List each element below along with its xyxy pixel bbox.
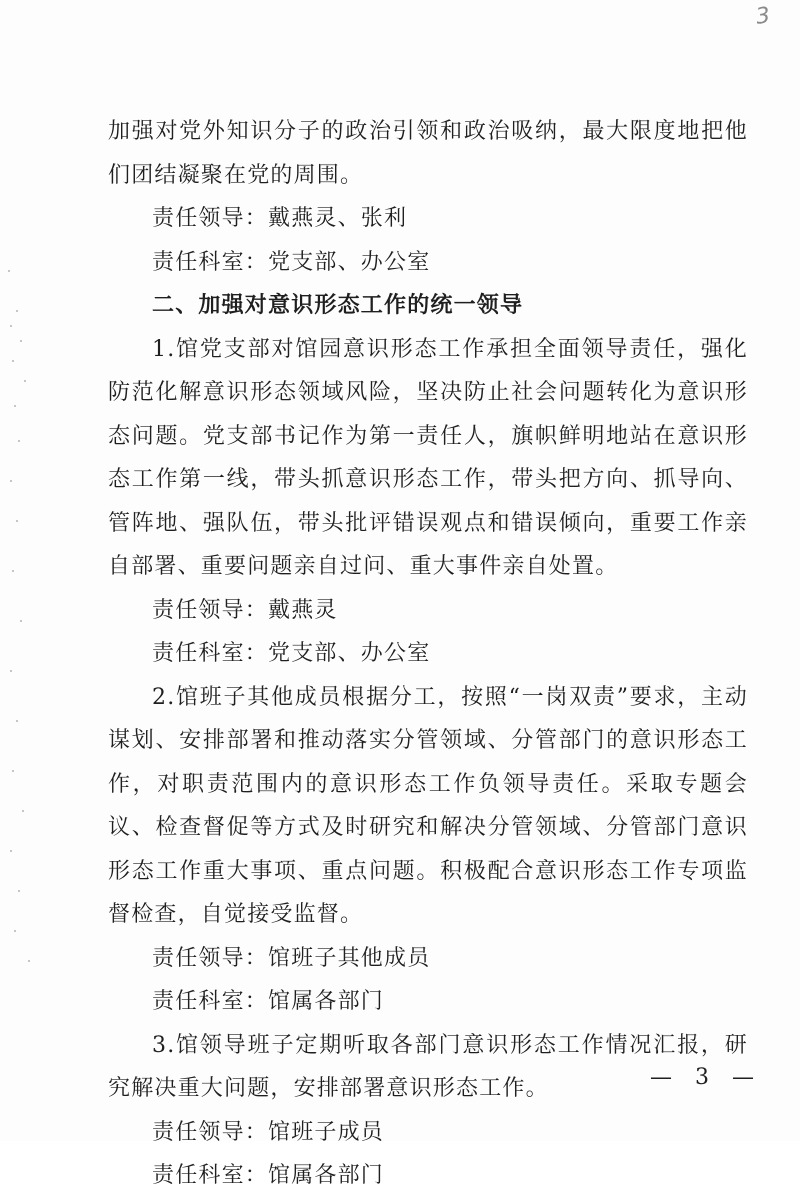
handwritten-page-mark: 3 xyxy=(754,3,772,30)
item-2-leader-line: 责任领导：馆班子其他成员 xyxy=(152,945,431,971)
item-1-paragraph: 1.馆党支部对馆园意识形态工作承担全面领导责任，强化防范化解意识形态领域风险，坚决防止社会问题转化为意识形态问题。党支部书记作为第一责任人，旗帜鲜明地站在意识形态工作第一线，带头抓意识形态工作，带头把方向、抓导向、管阵地、强队伍，带头批评错误观点和错误倾向，重要工作亲自部署、重要问题亲自过问、重大事件亲自处置。 xyxy=(108,336,748,579)
page-number: — 3 — xyxy=(650,1065,762,1090)
item-3-department-line: 责任科室：馆属各部门 xyxy=(152,1163,385,1188)
responsible-department-line: 责任科室：党支部、办公室 xyxy=(152,249,431,275)
item-2-department-line: 责任科室：馆属各部门 xyxy=(152,989,385,1014)
item-2-paragraph: 2.馆班子其他成员根据分工，按照“一岗双责”要求，主动谋划、安排部署和推动落实分管领域、分管部门的意识形态工作，对职责范围内的意识形态工作负领导责任。采取专题会议、检查督促等方式及时研究和解决分管领域、分管部门意识形态工作重大事项、重点问题。积极配合意识形态工作专项监督检查，自觉接受监督。 xyxy=(108,684,748,927)
paragraph-continuation: 加强对党外知识分子的政治引领和政治吸纳，最大限度地把他们团结凝聚在党的周围。 xyxy=(108,119,748,188)
scan-binding-dots xyxy=(6,270,36,970)
section-heading: 二、加强对意识形态工作的统一领导 xyxy=(152,293,524,318)
item-3-leader-line: 责任领导：馆班子成员 xyxy=(152,1119,385,1145)
document-body xyxy=(108,110,748,1198)
item-1-department-line: 责任科室：党支部、办公室 xyxy=(152,641,431,666)
item-1-leader-line: 责任领导：戴燕灵 xyxy=(152,597,338,623)
item-3-paragraph: 3.馆领导班子定期听取各部门意识形态工作情况汇报，研究解决重大问题，安排部署意识形态工作。 xyxy=(108,1032,748,1101)
responsible-leader-line: 责任领导：戴燕灵、张利 xyxy=(152,206,408,231)
